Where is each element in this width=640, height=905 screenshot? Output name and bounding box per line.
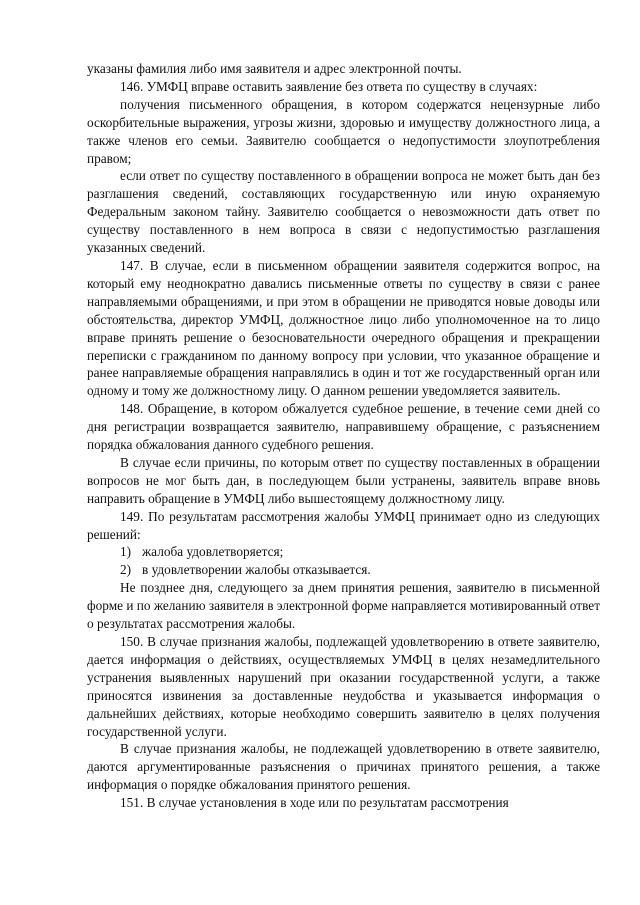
paragraph-147: 147. В случае, если в письменном обращении заявителя содержится вопрос, на который ему неоднократно давались письменные ответы по существу в связи с ранее направляемыми обращениями, и при этом в обращении не приводятся новые доводы или обстоятельства, директор УМФЦ, должностное лицо либо уполномоченное на то лицо вправе принять решение о безосновательности очередного обращения и прекращении переписки с гражданином по данному вопросу при условии, что указанное обращение и ранее направляемые обращения направлялись в один и тот же государственный орган или одному и тому же должностному лицу. О данном решении уведомляется заявитель.: [87, 257, 600, 399]
paragraph-150: 150. В случае признания жалобы, подлежащей удовлетворению в ответе заявителю, дается информация о действиях, осуществляемых УМФЦ в целях незамедлительного устранения выявленных нарушений при оказании государственной услуги, а также приносятся извинения за доставленные неудобства и указывается информация о дальнейших действиях, которые необходимо совершить заявителю в целях получения государственной услуги.: [87, 634, 600, 739]
list-text: жалоба удовлетворяется;: [142, 544, 284, 560]
list-number: 1): [120, 544, 132, 560]
paragraph-151: 151. В случае установления в ходе или по результатам рассмотрения: [120, 795, 509, 811]
paragraph-146: 146. УМФЦ вправе оставить заявление без ответа по существу в случаях:: [120, 78, 538, 94]
paragraph-continuation: указаны фамилия либо имя заявителя и адрес электронной почты.: [87, 61, 462, 76]
list-number: 2): [120, 562, 132, 578]
paragraph-148: 148. Обращение, в котором обжалуется судебное решение, в течение семи дней со дня регистрации возвращается заявителю, направившему обращение, с разъяснением порядка обжалования данного судебного решения.: [87, 401, 600, 453]
list-text: в удовлетворении жалобы отказывается.: [142, 562, 371, 578]
paragraph-146-case-1: получения письменного обращения, в котором содержатся нецензурные либо оскорбительные выражения, угрозы жизни, здоровью и имуществу должностного лица, а также членов его семьи. Заявителю сообщается о недопустимости злоупотребления правом;: [87, 96, 600, 166]
paragraph-149-response: Не позднее дня, следующего за днем принятия решения, заявителю в письменной форме и по желанию заявителя в электронной форме направляется мотивированный ответ о результатах рассмотрения жалобы.: [87, 580, 601, 632]
paragraph-146-case-2: если ответ по существу поставленного в обращении вопроса не может быть дан без разглашения сведений, составляющих государственную или иную охраняемую Федеральным законом тайну. Заявителю сообщается о невозможности дать ответ по существу поставленного в нем вопроса в связи с недопустимостью разглашения указанных сведений.: [87, 168, 600, 256]
paragraph-148-note: В случае если причины, по которым ответ по существу поставленных в обращении вопросов не мог быть дан, в последующем были устранены, заявитель вправе вновь направить обращение в УМФЦ либо вышестоящему должностному лицу.: [87, 454, 600, 506]
paragraph-149: 149. По результатам рассмотрения жалобы УМФЦ принимает одно из следующих решений:: [87, 508, 600, 542]
list-item: [87, 561, 600, 579]
paragraph-150-rejection: В случае признания жалобы, не подлежащей удовлетворению в ответе заявителю, даются аргументированные разъяснения о причинах принятого решения, а также информация о порядке обжалования принятого решения.: [87, 741, 600, 793]
list-item: [87, 543, 600, 561]
